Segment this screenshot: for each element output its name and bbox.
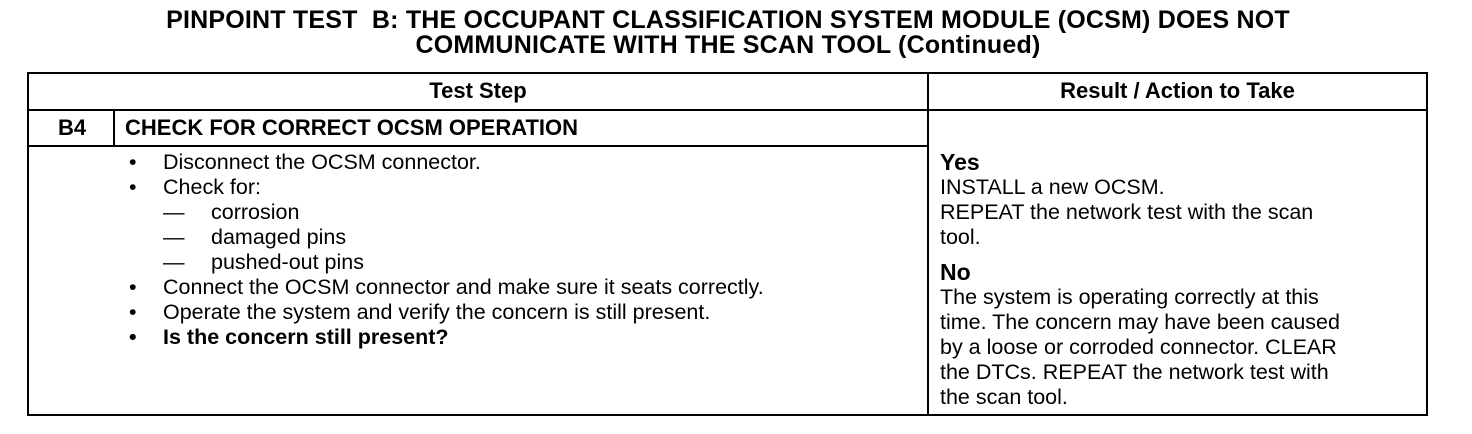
no-line: The system is operating correctly at this bbox=[940, 285, 1319, 309]
no-line: the DTCs. REPEAT the network test with bbox=[940, 360, 1329, 384]
no-line: time. The concern may have been caused bbox=[940, 310, 1340, 334]
no-line: by a loose or corroded connector. CLEAR bbox=[940, 335, 1337, 359]
yes-line: tool. bbox=[940, 225, 981, 249]
instruction-item: • Connect the OCSM connector and make sure it seats correctly. bbox=[129, 275, 764, 299]
dash-icon: — bbox=[163, 250, 185, 274]
step-title: CHECK FOR CORRECT OCSM OPERATION bbox=[125, 115, 579, 140]
instruction-item: • Check for: bbox=[129, 175, 261, 199]
instruction-item: • Operate the system and verify the concern is still present. bbox=[129, 300, 711, 324]
dash-icon: — bbox=[163, 225, 185, 249]
header-result: Result / Action to Take bbox=[1060, 78, 1295, 103]
header-test-step: Test Step bbox=[429, 78, 527, 103]
dash-icon: — bbox=[163, 200, 185, 224]
instruction-subitem: — corrosion bbox=[163, 200, 300, 224]
yes-label: Yes bbox=[940, 149, 980, 175]
bullet-icon: • bbox=[129, 325, 137, 349]
title-line-2: COMMUNICATE WITH THE SCAN TOOL (Continued) bbox=[415, 31, 1041, 59]
instruction-subitem: — damaged pins bbox=[163, 225, 347, 249]
no-line: the scan tool. bbox=[940, 385, 1068, 409]
bullet-icon: • bbox=[129, 275, 137, 299]
column-divider bbox=[927, 74, 929, 414]
page-title bbox=[0, 8, 1456, 58]
pinpoint-test-table bbox=[27, 72, 1428, 416]
instruction-subitem: — pushed-out pins bbox=[163, 250, 364, 274]
bullet-icon: • bbox=[129, 175, 137, 199]
title-line-1: PINPOINT TEST B: THE OCCUPANT CLASSIFICATION SYSTEM MODULE (OCSM) DOES NOT bbox=[166, 6, 1290, 34]
result-column bbox=[940, 150, 1420, 410]
yes-line: REPEAT the network test with the scan bbox=[940, 200, 1314, 224]
step-id: B4 bbox=[57, 115, 87, 140]
no-label: No bbox=[940, 259, 971, 285]
step-instructions bbox=[115, 150, 925, 350]
step-row-rule bbox=[29, 145, 927, 147]
yes-line: INSTALL a new OCSM. bbox=[940, 175, 1165, 199]
instruction-question: • Is the concern still present? bbox=[129, 325, 449, 349]
bullet-icon: • bbox=[129, 300, 137, 324]
instruction-item: • Disconnect the OCSM connector. bbox=[129, 150, 481, 174]
bullet-icon: • bbox=[129, 150, 137, 174]
